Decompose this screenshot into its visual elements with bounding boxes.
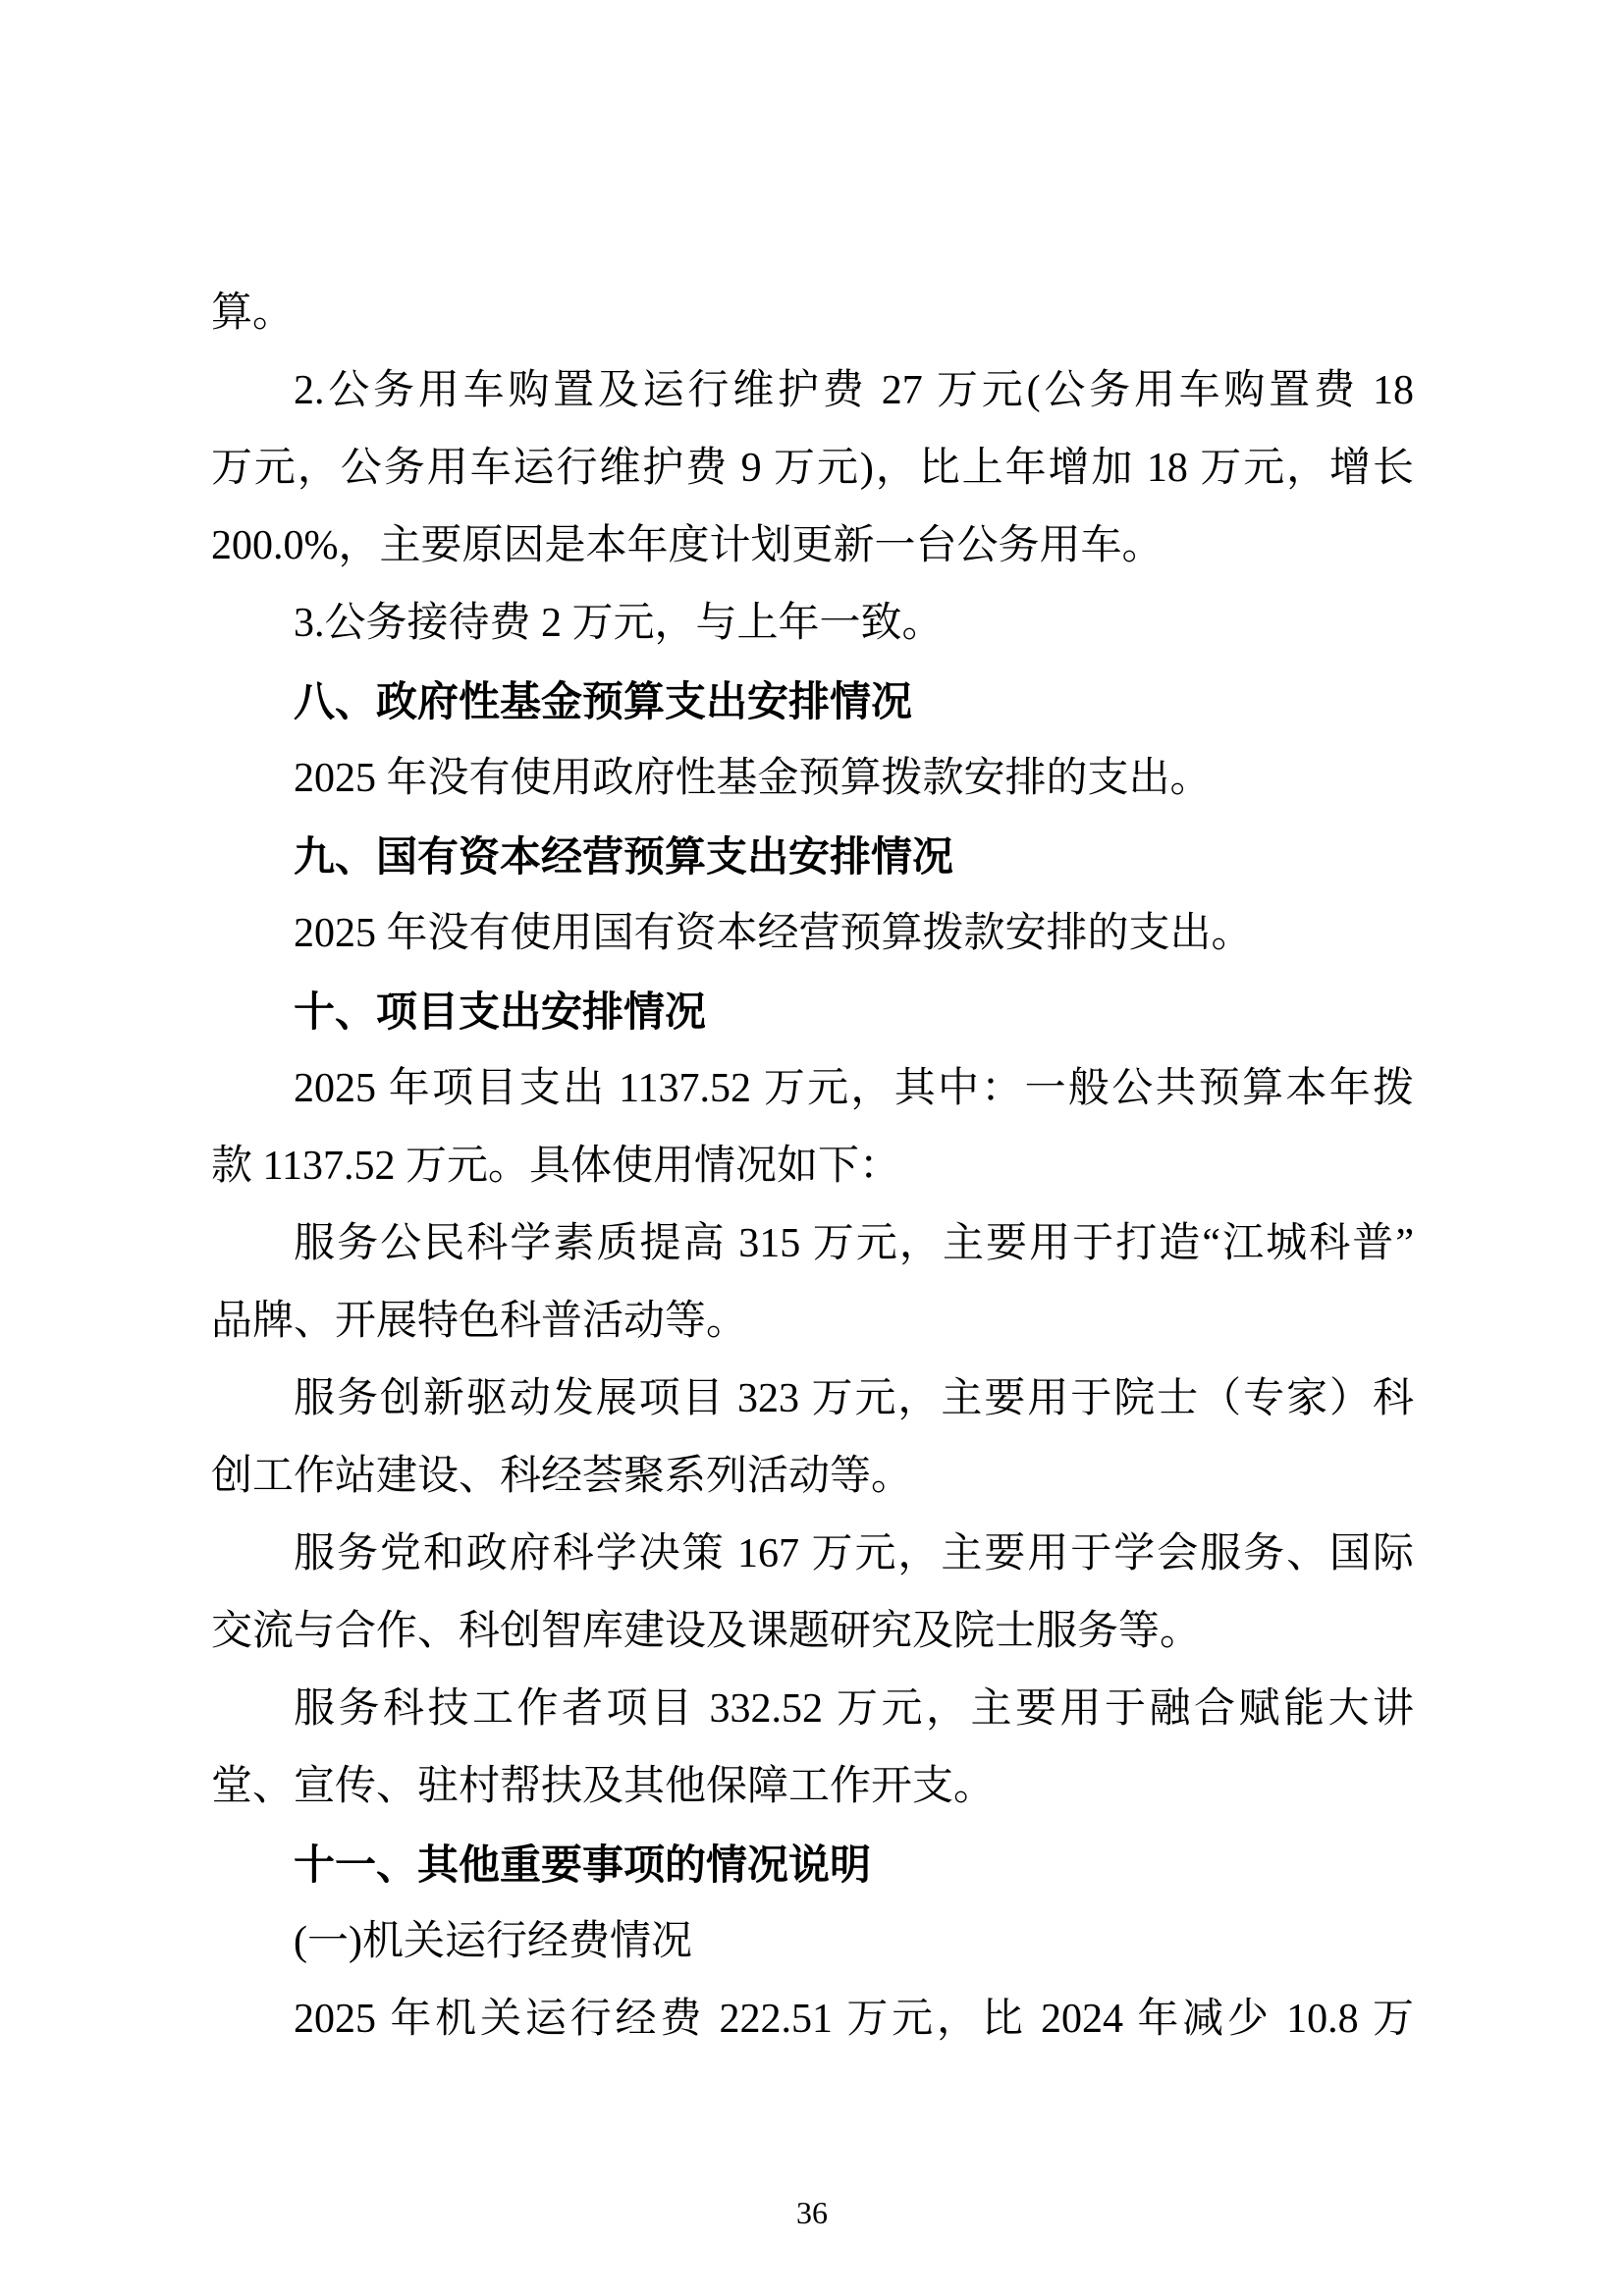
text-line: 交流与合作、科创智库建设及课题研究及院士服务等。 [211,1609,1202,1654]
section-heading: 八、政府性基金预算支出安排情况 [294,678,913,724]
page-number: 36 [796,2195,828,2230]
subsection-title: (一)机关运行经费情况 [294,1919,692,1964]
text-line: 服务公民科学素质提高 315 万元，主要用于打造“江城科普” [294,1221,1414,1266]
text-line: 堂、宣传、驻村帮扶及其他保障工作开支。 [211,1764,996,1809]
section-heading: 九、国有资本经营预算支出安排情况 [294,833,954,880]
text-line: 品牌、开展特色科普活动等。 [211,1299,748,1344]
text-line: 创工作站建设、科经荟聚系列活动等。 [211,1454,913,1499]
text-line: 2025 年项目支出 1137.52 万元，其中：一般公共预算本年拨 [294,1066,1414,1111]
text-line: 服务科技工作者项目 332.52 万元，主要用于融合赋能大讲 [294,1686,1414,1732]
text-line: 2025 年没有使用国有资本经营预算拨款安排的支出。 [294,911,1253,956]
text-line: 算。 [211,291,295,336]
page-content [211,275,1414,2058]
text-line: 服务党和政府科学决策 167 万元，主要用于学会服务、国际 [294,1531,1414,1576]
text-line: 2025 年没有使用政府性基金预算拨款安排的支出。 [294,756,1212,801]
text-line: 万元，公务用车运行维护费 9 万元)，比上年增加 18 万元，增长 [211,446,1414,491]
section-heading: 十、项目支出安排情况 [294,988,707,1035]
text-line: 2.公务用车购置及运行维护费 27 万元(公务用车购置费 18 [294,368,1414,413]
text-line: 2025 年机关运行经费 222.51 万元，比 2024 年减少 10.8 万 [294,1997,1414,2042]
text-line: 200.0%，主要原因是本年度计划更新一台公务用车。 [211,523,1164,568]
text-line: 3.公务接待费 2 万元，与上年一致。 [294,601,944,646]
text-line: 服务创新驱动发展项目 323 万元，主要用于院士（专家）科 [294,1376,1414,1421]
text-line: 款 1137.52 万元。具体使用情况如下： [211,1144,900,1189]
section-heading: 十一、其他重要事项的情况说明 [294,1842,872,1888]
